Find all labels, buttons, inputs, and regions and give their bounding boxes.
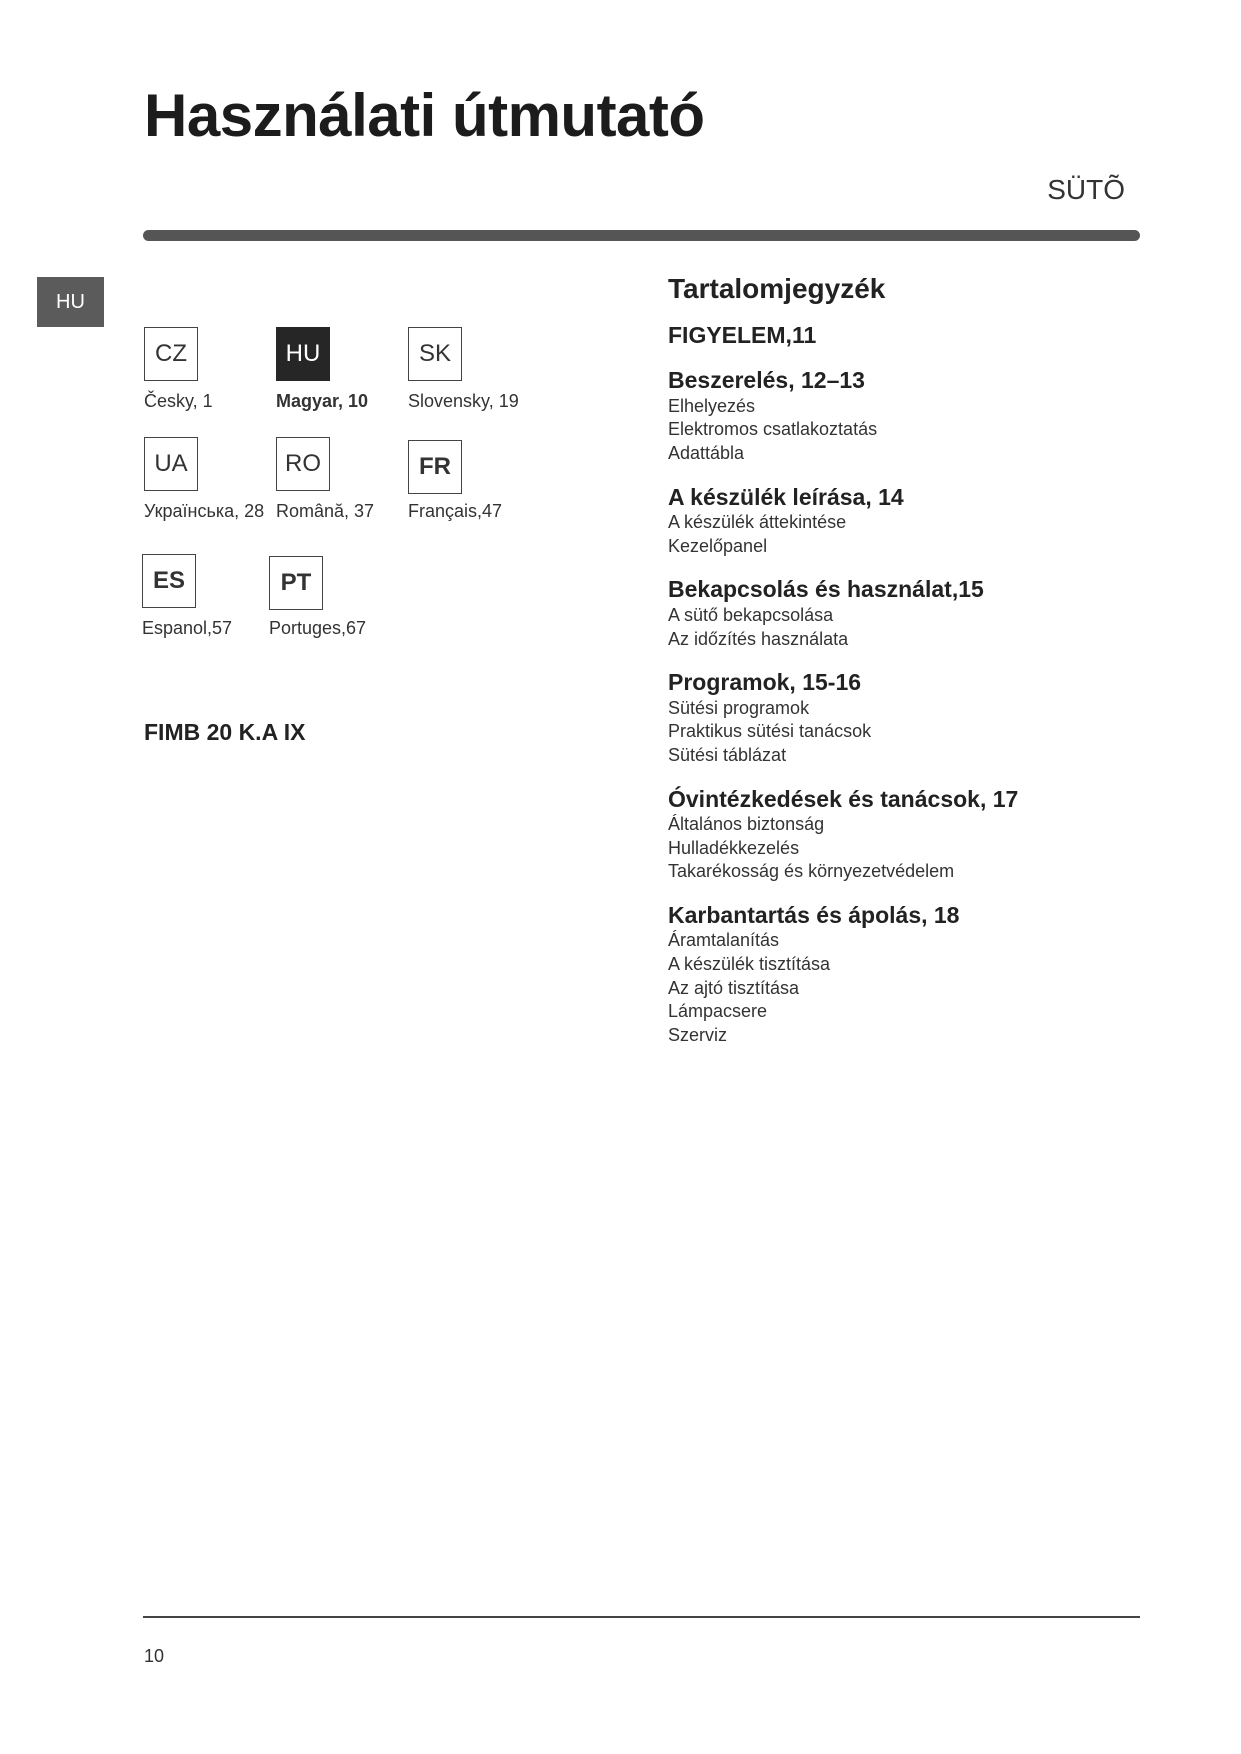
header-divider [143, 230, 1140, 241]
toc-section [668, 367, 1148, 465]
page-title: Használati útmutató [144, 82, 705, 149]
language-label: Portuges,67 [269, 618, 367, 638]
language-code-box: CZ [144, 327, 198, 381]
language-cz[interactable] [144, 327, 213, 411]
toc-item[interactable]: Kezelőpanel [668, 535, 768, 556]
toc-section [668, 484, 1148, 559]
language-code-box: SK [408, 327, 462, 381]
page-number: 10 [144, 1646, 165, 1666]
toc-heading-link[interactable]: Óvintézkedések és tanácsok, 17 [668, 785, 1019, 812]
language-pt[interactable] [269, 556, 367, 638]
model-number: FIMB 20 K.A IX [144, 719, 306, 745]
toc-heading-link[interactable]: Beszerelés, 12–13 [668, 367, 865, 394]
language-side-tab: HU [37, 277, 104, 327]
language-fr[interactable] [408, 440, 503, 521]
footer-divider [143, 1616, 1140, 1618]
toc-item[interactable]: Szerviz [668, 1024, 728, 1045]
toc-item[interactable]: Hulladékkezelés [668, 837, 800, 858]
toc-heading-link[interactable]: Bekapcsolás és használat,15 [668, 576, 984, 603]
language-label: Français,47 [408, 501, 503, 521]
toc-section [668, 902, 1148, 1048]
toc-item[interactable]: A készülék áttekintése [668, 512, 847, 533]
toc-heading-link[interactable]: A készülék leírása, 14 [668, 483, 904, 510]
language-label: Česky, 1 [144, 391, 213, 411]
language-ua[interactable] [144, 437, 265, 521]
toc-item[interactable]: Praktikus sütési tanácsok [668, 721, 872, 742]
toc-heading-link[interactable]: Karbantartás és ápolás, 18 [668, 901, 960, 928]
toc-item[interactable]: Az időzítés használata [668, 628, 849, 649]
toc-heading-link[interactable]: Programok, 15-16 [668, 669, 862, 696]
toc-item[interactable]: A készülék tisztítása [668, 954, 831, 975]
language-label: Magyar, 10 [276, 391, 369, 411]
toc-item[interactable]: Általános biztonság [668, 814, 825, 835]
toc-section [668, 669, 1148, 767]
toc-item[interactable]: Takarékosság és környezetvédelem [668, 861, 955, 882]
language-sk[interactable] [408, 327, 519, 411]
toc-item[interactable]: Sütési programok [668, 697, 810, 718]
language-code-box-active: HU [276, 327, 330, 381]
language-label: Українська, 28 [144, 501, 265, 521]
toc-item[interactable]: Lámpacsere [668, 1001, 768, 1022]
language-ro[interactable] [276, 437, 375, 521]
toc-title: Tartalomjegyzék [668, 273, 886, 304]
language-label: Română, 37 [276, 501, 375, 521]
toc-item[interactable]: Áramtalanítás [668, 930, 780, 951]
language-code-box: RO [276, 437, 330, 491]
table-of-contents [668, 272, 1148, 1065]
toc-item[interactable]: Sütési táblázat [668, 744, 787, 765]
language-hu[interactable] [276, 327, 369, 411]
toc-item[interactable]: Adattábla [668, 442, 745, 463]
toc-item[interactable]: A sütő bekapcsolása [668, 604, 834, 625]
toc-item[interactable]: Az ajtó tisztítása [668, 977, 800, 998]
product-category: SÜTÕ [1047, 174, 1125, 205]
toc-section [668, 786, 1148, 884]
language-label: Espanol,57 [142, 618, 233, 638]
toc-item[interactable]: Elhelyezés [668, 395, 756, 416]
toc-section [668, 576, 1148, 651]
language-es[interactable] [142, 554, 233, 638]
toc-heading-link[interactable]: FIGYELEM,11 [668, 321, 817, 348]
toc-item[interactable]: Elektromos csatlakoztatás [668, 419, 878, 440]
language-code-box: UA [144, 437, 198, 491]
language-code-box: PT [269, 556, 323, 610]
language-code-box: ES [142, 554, 196, 608]
toc-section [668, 322, 1148, 350]
language-code-box: FR [408, 440, 462, 494]
language-label: Slovensky, 19 [408, 391, 519, 411]
